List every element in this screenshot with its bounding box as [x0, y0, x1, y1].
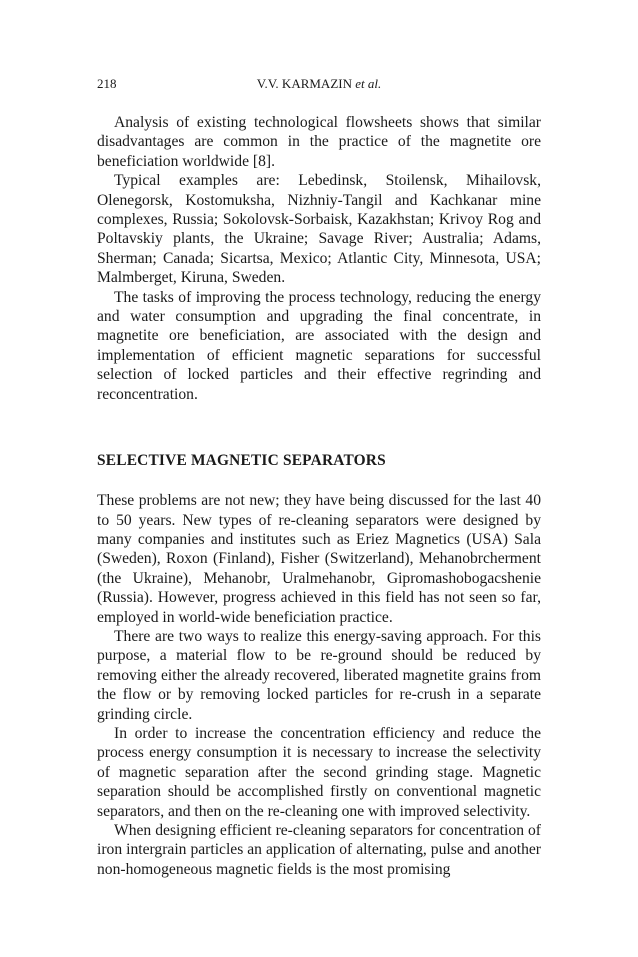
running-title-authors: V.V. KARMAZIN [256, 76, 352, 91]
section-text [97, 491, 541, 879]
intro-text [97, 113, 541, 404]
paragraph: There are two ways to realize this energy-saving approach. For this purpose, a material flow to be re-ground should be reduced by removing either the already recovered, liberated magnetite grains from the flow or by removing locked particles for re-crush in a separate grinding circle. [97, 627, 541, 723]
page [97, 76, 541, 879]
page-number: 218 [97, 76, 117, 91]
running-title-et-al: et al. [355, 76, 382, 91]
paragraph: Analysis of existing technological flowsheets shows that similar disadvantages are common in the practice of the magnetite ore beneficiation worldwide [8]. [97, 114, 541, 170]
paragraph: These problems are not new; they have being discussed for the last 40 to 50 years. New types of re-cleaning separators were designed by many companies and institutes such as Eriez Magnetics (USA) Sala (Sweden), Roxon (Finland), Fisher (Switzerland), Mehanobrcherment (the Ukraine), Mehanobr, Uralmehanobr, Gipromashobogacshenie (Russia). However, progress achieved in this field has not seen so far, employed in world-wide beneficiation practice. [97, 492, 541, 626]
running-title [97, 76, 541, 92]
paragraph: Typical examples are: Lebedinsk, Stoilensk, Mihailovsk, Olenegorsk, Kostomuksha, Nizhniy-Tangil and Kachkanar mine complexes, Russia; Sokolovsk-Sorbaisk, Kazakhstan; Krivoy Rog and Poltavskiy plants, the Ukraine; Savage River; Australia; Adams, Sherman; Canada; Sicartsa, Mexico; Atlantic City, Minnesota, USA; Malmberget, Kiruna, Sweden. [97, 172, 541, 287]
paragraph: In order to increase the concentration efficiency and reduce the process energy consumption it is necessary to increase the selectivity of magnetic separation after the second grinding stage. Magnetic separation should be accomplished firstly on conventional magnetic separators, and then on the re-cleaning one with improved selectivity. [97, 724, 541, 820]
paragraph: When designing efficient re-cleaning separators for concentration of iron intergrain particles an application of alternating, pulse and another non-homogeneous magnetic fields is the most promising [97, 822, 541, 878]
running-head [97, 76, 541, 96]
paragraph: The tasks of improving the process technology, reducing the energy and water consumption and upgrading the final concentrate, in magnetite ore beneficiation, are associated with the design and implementation of efficient magnetic separations for successful selection of locked particles and their effective regrinding and reconcentration. [97, 288, 541, 403]
section-heading: SELECTIVE MAGNETIC SEPARATORS [97, 452, 386, 470]
